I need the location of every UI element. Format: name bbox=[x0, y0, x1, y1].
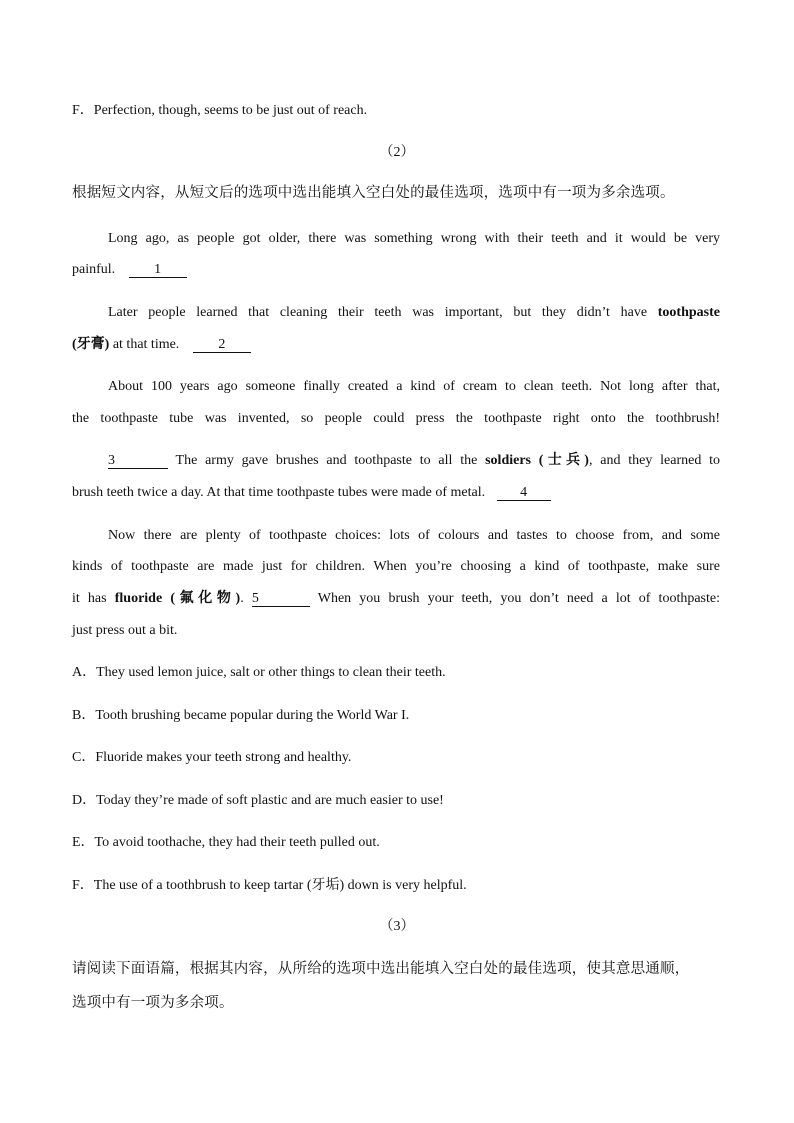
passage-text: Later people learned that cleaning their teeth was important, but they didn’t have bbox=[108, 305, 648, 320]
blank-3: 3 bbox=[108, 454, 168, 469]
section-3-instruction-line1: 请阅读下面语篇，根据其内容，从所给的选项中选出能填入空白处的最佳选项，使其意思通顺， bbox=[72, 961, 690, 977]
section-3-heading: （3） bbox=[379, 919, 415, 934]
passage-p1-line1: Long ago, as people got older, there was something wrong with their teeth and it would be very bbox=[108, 231, 720, 246]
option-a: A．They used lemon juice, salt or other things to clean their teeth. bbox=[72, 665, 446, 680]
passage-text: The army gave brushes and toothpaste to all the bbox=[175, 453, 478, 468]
passage-text: brush teeth twice a day. At that time toothpaste tubes were made of metal. bbox=[72, 485, 486, 500]
passage-p5-line1: Now there are plenty of toothpaste choices: lots of colours and tastes to choose from, and some bbox=[108, 528, 720, 543]
passage-text: , and they learned to bbox=[588, 453, 721, 468]
passage-text: at that time. bbox=[112, 337, 180, 352]
section-3-instruction-line2: 选项中有一项为多余项。 bbox=[72, 995, 234, 1011]
section-2-instruction: 根据短文内容，从短文后的选项中选出能填入空白处的最佳选项，选项中有一项为多余选项。 bbox=[72, 185, 675, 201]
option-e: E．To avoid toothache, they had their teeth pulled out. bbox=[72, 835, 380, 850]
passage-p4-line2 bbox=[72, 486, 551, 501]
section-2-heading: （2） bbox=[379, 145, 415, 160]
passage-p2-line1 bbox=[108, 306, 720, 320]
passage-p3-line2: the toothpaste tube was invented, so people could press the toothpaste right onto the toothbrush! bbox=[72, 411, 720, 426]
option-f: F．The use of a toothbrush to keep tartar (牙垢) down is very helpful. bbox=[72, 878, 467, 893]
passage-text: painful. bbox=[72, 262, 116, 277]
passage-p3-line1: About 100 years ago someone finally created a kind of cream to clean teeth. Not long after that, bbox=[108, 379, 720, 394]
passage-text: When you brush your teeth, you don’t need a lot of toothpaste: bbox=[317, 591, 720, 606]
passage-p5-line3 bbox=[72, 592, 720, 607]
keyword-toothpaste: toothpaste bbox=[657, 305, 720, 320]
blank-4: 4 bbox=[497, 486, 551, 501]
passage-p1-line2 bbox=[72, 263, 187, 278]
option-b: B．Tooth brushing became popular during the World War I. bbox=[72, 708, 410, 723]
blank-1: 1 bbox=[129, 263, 187, 278]
blank-5: 5 bbox=[252, 592, 310, 607]
keyword-toothpaste-chinese: (牙膏) bbox=[72, 337, 110, 352]
passage-text: it has bbox=[72, 591, 107, 606]
passage-p2-line2 bbox=[72, 338, 251, 353]
passage-p5-line2: kinds of toothpaste are made just for children. When you’re choosing a kind of toothpaste, make sure bbox=[72, 559, 720, 574]
passage-p4-line1 bbox=[108, 454, 720, 469]
keyword-fluoride: fluoride (氟化物) bbox=[114, 591, 241, 606]
option-d: D．Today they’re made of soft plastic and are much easier to use! bbox=[72, 793, 444, 808]
previous-option-f: F．Perfection, though, seems to be just out of reach. bbox=[72, 103, 368, 118]
passage-text: . bbox=[240, 591, 244, 606]
passage-p5-line4: just press out a bit. bbox=[72, 623, 178, 638]
keyword-soldiers: soldiers (士兵) bbox=[485, 453, 589, 468]
blank-2: 2 bbox=[193, 338, 251, 353]
option-c: C．Fluoride makes your teeth strong and healthy. bbox=[72, 750, 352, 765]
